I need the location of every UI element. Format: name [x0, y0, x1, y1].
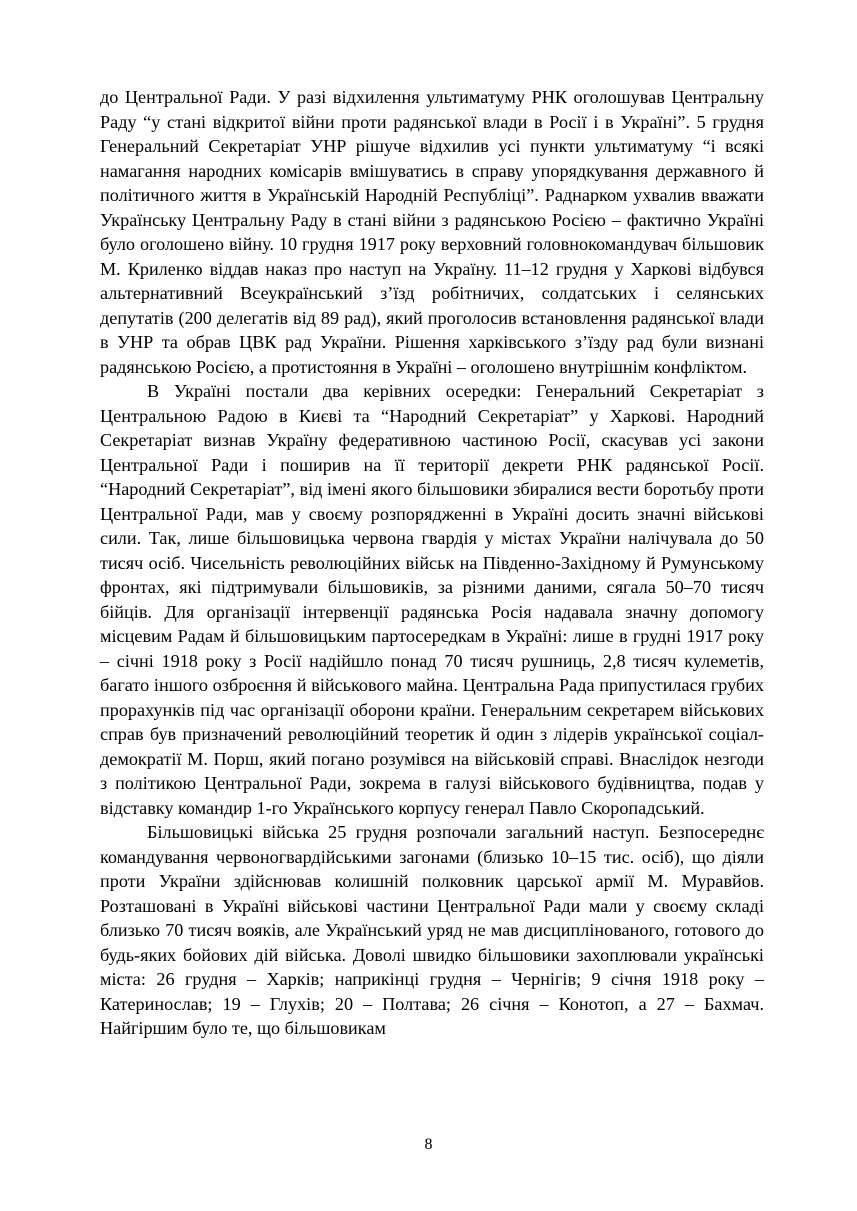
document-body [100, 85, 764, 1041]
paragraph-2: В Україні постали два керівних осередки: Генеральний Секретаріат з Центральною Радою в Києві та “Народний Секретаріат” у Харкові. Народний Секретаріат визнав Україну федеративною частиною Росії, скасував усі закони Центральної Ради і поширив на її території декрети РНК радянської Росії. “Народний Секретаріат”, від імені якого більшовики збиралися вести боротьбу проти Центральної Ради, мав у своєму розпорядженні в Україні досить значні військові сили. Так, лише більшовицька червона гвардія у містах України налічувала до 50 тисяч осіб. Чисельність революційних військ на Південно-Західному й Румунському фронтах, які підтримували більшовиків, за різними даними, сягала 50–70 тисяч бійців. Для організації інтервенції радянська Росія надавала значну допомогу місцевим Радам й більшовицьким партосередкам в Україні: лише в грудні 1917 року – січні 1918 року з Росії надійшло понад 70 тисяч рушниць, 2,8 тисяч кулеметів, багато іншого озброєння й військового майна. Центральна Рада припустилася грубих прорахунків під час організації оборони країни. Генеральним секретарем військових справ був призначений революційний теоретик й один з лідерів української соціал-демократії М. Порш, який погано розумівся на військовій справі. Внаслідок незгоди з політикою Центральної Ради, зокрема в галузі військового будівництва, подав у відставку командир 1-го Українського корпусу генерал Павло Скоропадський. [100, 381, 764, 818]
paragraph-1: до Центральної Ради. У разі відхилення ультиматуму РНК оголошував Центральну Раду “у стані відкритої війни проти радянської влади в Росії і в Україні”. 5 грудня Генеральний Секретаріат УНР рішуче відхилив усі пункти ультиматуму “і всякі намагання народних комісарів вмішуватись в справу упорядкування державного й політичного життя в Українській Народній Республіці”. Раднарком ухвалив вважати Українську Центральну Раду в стані війни з радянською Росією – фактично Україні було оголошено війну. 10 грудня 1917 року верховний головнокомандувач більшовик М. Криленко віддав наказ про наступ на Україну. 11–12 грудня у Харкові відбувся альтернативний Всеукраїнський з’їзд робітничих, солдатських і селянських депутатів (200 делегатів від 89 рад), який проголосив встановлення радянської влади в УНР та обрав ЦВК рад України. Рішення харківського з’їзду рад були визнані радянською Росією, а протистояння в Україні – оголошено внутрішнім конфліктом. [100, 87, 764, 377]
page-number: 8 [424, 1136, 433, 1153]
paragraph-3: Більшовицькі війська 25 грудня розпочали загальний наступ. Безпосереднє командування червоногвардійськими загонами (близько 10–15 тис. осіб), що діяли проти України здійснював колишній полковник царської армії М. Муравйов. Розташовані в Україні військові частини Центральної Ради мали у своєму складі близько 70 тисяч вояків, але Український уряд не мав дисциплінованого, готового до будь-яких бойових дій війська. Доволі швидко більшовики захоплювали українські міста: 26 грудня – Харків; наприкінці грудня – Чернігів; 9 січня 1918 року – Катеринослав; 19 – Глухів; 20 – Полтава; 26 січня – Конотоп, а 27 – Бахмач. Найгіршим було те, що більшовикам [100, 822, 764, 1038]
